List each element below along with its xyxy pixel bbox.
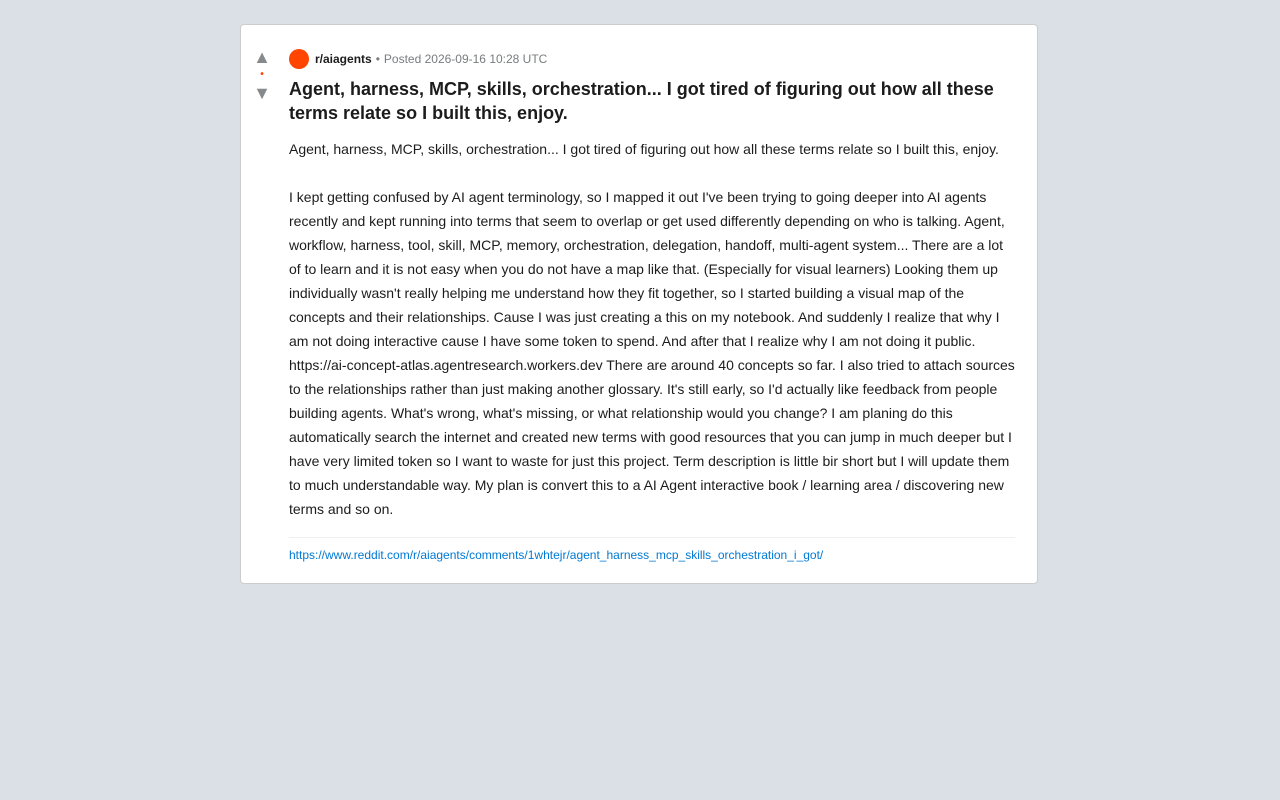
meta-separator: • — [375, 52, 380, 66]
post-meta — [289, 49, 1015, 69]
subreddit-link[interactable]: r/aiagents — [315, 52, 372, 66]
post-body — [289, 137, 1015, 521]
vote-column — [241, 47, 283, 103]
divider — [289, 537, 1015, 538]
post-timestamp: Posted 2026-09-16 10:28 UTC — [383, 52, 548, 66]
post-title[interactable]: Agent, harness, MCP, skills, orchestration... I got tired of figuring out how all these terms relate so I built this, enjoy. — [289, 79, 994, 123]
permalink-link[interactable]: https://www.reddit.com/r/aiagents/comments/1whtejr/agent_harness_mcp_skills_orchestration_i_got/ — [289, 548, 824, 562]
post-content — [289, 49, 1015, 562]
subreddit-icon[interactable] — [289, 49, 309, 69]
vote-score: • — [260, 69, 264, 80]
post-card — [240, 24, 1038, 584]
body-paragraph: I kept getting confused by AI agent terminology, so I mapped it out I've been trying to going deeper into AI agents recently and kept running into terms that seem to overlap or get used differently depending on who is talking. Agent, workflow, harness, tool, skill, MCP, memory, orchestration, delegation, handoff, multi-agent system... There are a lot of to learn and it is not easy when you do not have a map like that. (Especially for visual learners) Looking them up individually wasn't really helping me understand how they fit together, so I started building a visual map of the concepts and their relationships. Cause I was just creating a this on my notebook. And suddenly I realize that why I am not doing interactive cause I have some token to spend. And after that I realize why I am not doing it public. https://ai-concept-atlas.agentresearch.workers.dev There are around 40 concepts so far. I also tried to attach sources to the relationships rather than just making another glossary. It's still early, so I'd actually like feedback from people building agents. What's wrong, what's missing, or what relationship would you change? I am planing do this automatically search the internet and created new terms with good resources that you can jump in much deeper but I have very limited token so I want to waste for just this project. Term description is little bir short but I will update them to much understandable way. My plan is convert this to a AI Agent interactive book / learning area / discovering new terms and so on. — [289, 189, 1015, 517]
body-paragraph: Agent, harness, MCP, skills, orchestration... I got tired of figuring out how all these terms relate so I built this, enjoy. — [289, 141, 999, 157]
downvote-arrow-icon[interactable]: ▼ — [253, 83, 271, 103]
upvote-arrow-icon[interactable]: ▲ — [253, 47, 271, 67]
